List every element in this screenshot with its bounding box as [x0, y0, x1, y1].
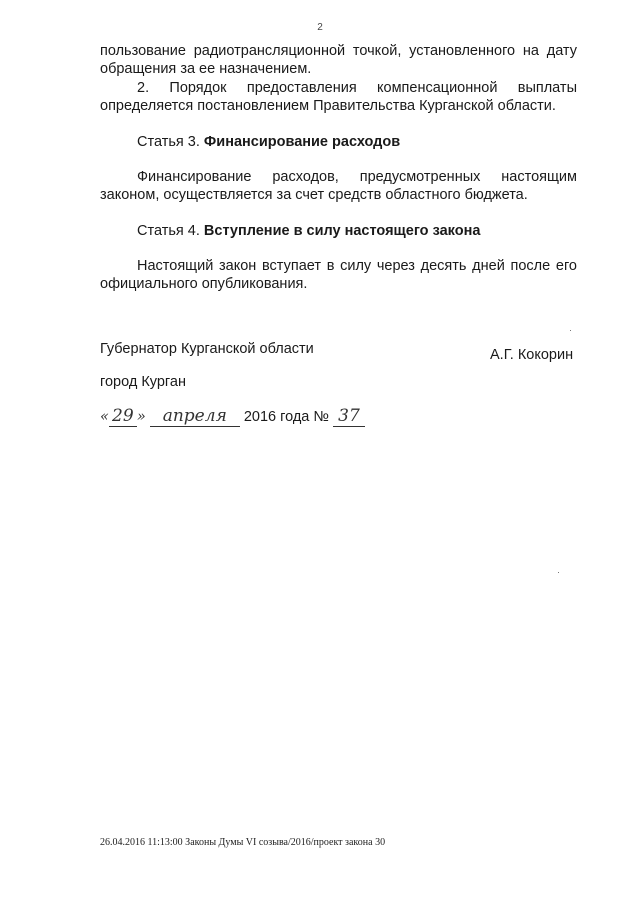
date-month-handwritten: апреля: [150, 406, 240, 427]
city-name: город Курган: [100, 374, 186, 390]
article-4-prefix: Статья 4.: [137, 223, 200, 239]
paragraph-entry-into-force: Настоящий закон вступает в силу через десять дней после его официального опубликования.: [100, 258, 577, 292]
paragraph-procedure: 2. Порядок предоставления компенсационной выплаты определяется постановлением Правительства Курганской области.: [100, 80, 577, 114]
signature-position: Губернатор Курганской области: [100, 341, 314, 357]
article-3-prefix: Статья 3.: [137, 134, 200, 150]
signature-name: А.Г. Кокорин: [490, 347, 574, 363]
article-4-heading: [137, 222, 480, 240]
article-3-heading: [137, 133, 400, 151]
article-4-title: Вступление в силу настоящего закона: [203, 223, 481, 239]
scan-speck: [570, 330, 571, 331]
date-open-quote: «: [100, 409, 109, 425]
article-3-title: Финансирование расходов: [203, 134, 401, 150]
date-day-handwritten: 29: [109, 406, 137, 427]
paragraph-continuation: пользование радиотрансляционной точкой, установленного на дату обращения за ее назначением.: [100, 43, 577, 77]
law-number-handwritten: 37: [333, 406, 365, 427]
page-number: 2: [317, 22, 323, 33]
scan-speck: [558, 572, 559, 573]
date-year-text: 2016 года №: [243, 409, 329, 425]
date-close-quote: »: [136, 409, 146, 425]
date-line: [100, 406, 365, 427]
paragraph-financing: Финансирование расходов, предусмотренных настоящим законом, осуществляется за счет средств областного бюджета.: [100, 169, 577, 203]
footer-file-path: 26.04.2016 11:13:00 Законы Думы VI созыва/2016/проект закона 30: [100, 837, 386, 848]
